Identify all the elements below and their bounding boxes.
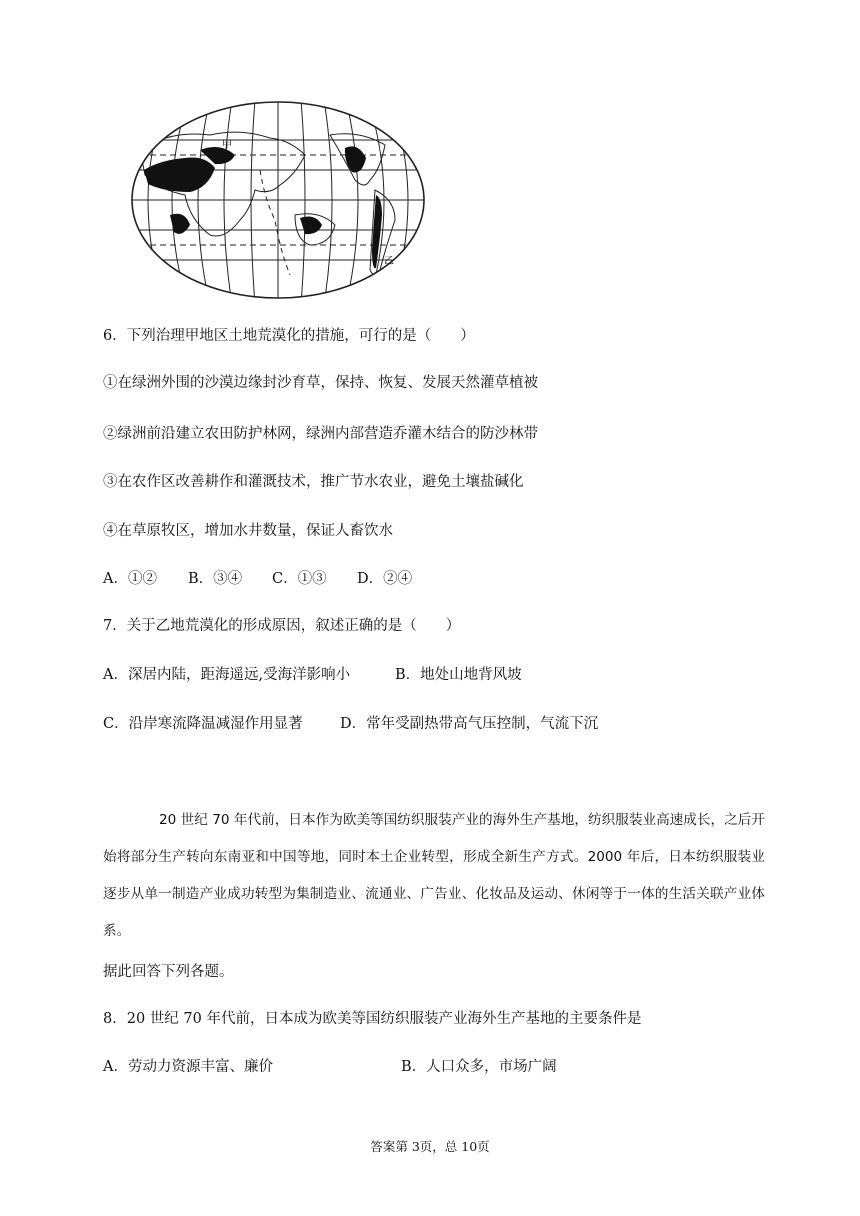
q6-item-4: ④在草原牧区，增加水井数量，保证人畜饮水 [103, 523, 393, 539]
q6-option-b: B．③④ [188, 571, 243, 587]
world-map-figure [130, 100, 430, 305]
q6-item-2: ②绿洲前沿建立农田防护林网，绿洲内部营造乔灌木结合的防沙林带 [103, 426, 538, 442]
q7-option-b: B．地处山地背风坡 [395, 667, 522, 683]
q7-options-row2 [103, 714, 598, 734]
q7-options-row1 [103, 665, 522, 685]
label-yi: 乙 [384, 256, 394, 267]
q7-stem: 7．关于乙地荒漠化的形成原因，叙述正确的是（ ） [103, 618, 461, 634]
q8-option-a: A．劳动力资源丰富、廉价 [103, 1059, 273, 1075]
q7-option-c: C．沿岸寒流降温减湿作用显著 [103, 716, 303, 732]
q6-option-a: A．①② [103, 571, 157, 587]
q6-item-1: ①在绿洲外围的沙漠边缘封沙育草，保持、恢复、发展天然灌草植被 [103, 375, 538, 391]
desert-areas [144, 146, 382, 268]
q6-options [103, 569, 412, 589]
q7-option-d: D．常年受副热带高气压控制，气流下沉 [340, 716, 599, 732]
q6-stem: 6．下列治理甲地区土地荒漠化的措施，可行的是（ ） [103, 328, 475, 344]
q6-option-c: C．①③ [272, 571, 327, 587]
q6-option-d: D．②④ [357, 571, 413, 587]
q8-option-b: B．人口众多，市场广阔 [401, 1059, 557, 1075]
q8-stem: 8．20 世纪 70 年代前，日本成为欧美等国纺织服装产业海外生产基地的主要条件是 [103, 1011, 642, 1027]
reading-passage: 20 世纪 70 年代前，日本作为欧美等国纺织服装产业的海外生产基地，纺织服装业高速成长，之后开始将部分生产转向东南亚和中国等地，同时本土企业转型，形成全新生产方式。2000 年后，日本纺织服装业逐步从单一制造产业成功转型为集制造业、流通业、广告业、化妆品及运动、休闲等于一体的生活关联产业体系。 [103, 812, 765, 939]
instruction-text: 据此回答下列各题。 [103, 964, 234, 980]
label-jia: 甲 [222, 140, 232, 151]
page-footer: 答案第 3页，总 10页 [370, 1139, 490, 1154]
q6-item-3: ③在农作区改善耕作和灌溉技术，推广节水农业，避免土壤盐碱化 [103, 474, 524, 490]
q7-option-a: A．深居内陆，距海遥远,受海洋影响小 [103, 667, 351, 683]
boundary-dashed-line [260, 170, 290, 275]
q8-options [103, 1057, 557, 1077]
